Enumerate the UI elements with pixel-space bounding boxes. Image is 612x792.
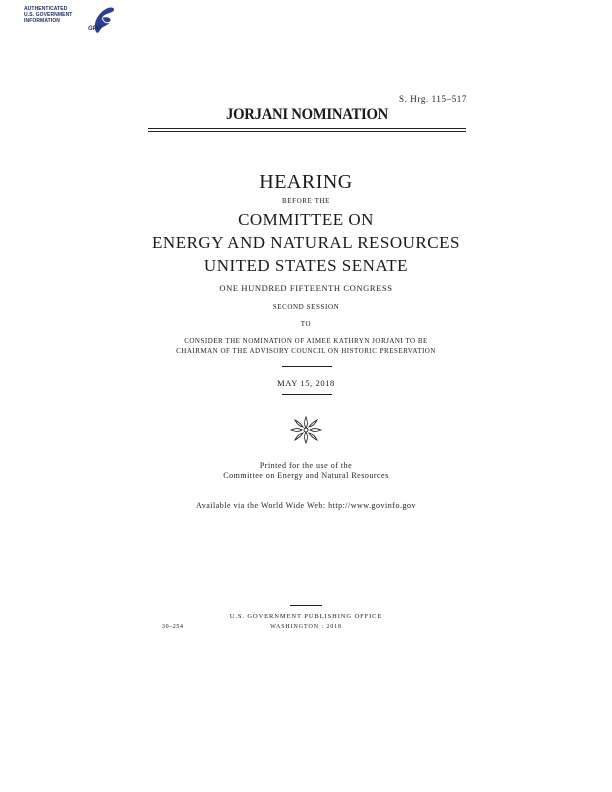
committee-line-2: ENERGY AND NATURAL RESOURCES xyxy=(152,233,460,252)
session-text: SECOND SESSION xyxy=(272,303,340,311)
star-ornament-icon xyxy=(288,415,324,445)
logo-line-government: U.S. GOVERNMENT xyxy=(24,12,73,18)
committee-line-1: COMMITTEE ON xyxy=(238,210,374,229)
eagle-icon xyxy=(90,4,118,38)
before-the-text: BEFORE THE xyxy=(281,197,331,205)
hearing-heading: HEARING xyxy=(259,171,353,193)
gpo-authenticated-logo xyxy=(24,4,120,38)
committee-line-3: UNITED STATES SENATE xyxy=(203,256,409,275)
printed-for-line-2: Committee on Energy and Natural Resources xyxy=(223,471,389,480)
footer-divider xyxy=(290,605,322,606)
title-rule-top xyxy=(148,128,466,129)
document-number: 30–254 xyxy=(162,624,184,630)
printed-for-line-1: Printed for the use of the xyxy=(259,461,353,470)
logo-gpo-mark: GPO xyxy=(88,26,102,32)
divider-below-date xyxy=(282,394,332,395)
congress-text: ONE HUNDRED FIFTEENTH CONGRESS xyxy=(219,283,393,293)
availability-text: Available via the World Wide Web: http://www.govinfo.gov xyxy=(196,501,416,510)
divider-above-date xyxy=(282,366,332,367)
title-rule-bottom xyxy=(148,131,466,132)
purpose-line-1: CONSIDER THE NOMINATION OF AIMEE KATHRYN JORJANI TO BE xyxy=(184,337,428,345)
logo-line-information: INFORMATION xyxy=(24,18,61,24)
senate-hearing-number: S. Hrg. 115–517 xyxy=(398,94,467,104)
city-year: WASHINGTON : 2018 xyxy=(270,624,342,630)
publishing-office: U.S. GOVERNMENT PUBLISHING OFFICE xyxy=(229,613,383,620)
to-text: TO xyxy=(300,320,312,328)
document-title: JORJANI NOMINATION xyxy=(225,106,389,123)
hearing-date: MAY 15, 2018 xyxy=(277,378,335,388)
logo-line-authenticated: AUTHENTICATED xyxy=(24,6,68,12)
purpose-line-2: CHAIRMAN OF THE ADVISORY COUNCIL ON HISTORIC PRESERVATION xyxy=(176,347,436,355)
